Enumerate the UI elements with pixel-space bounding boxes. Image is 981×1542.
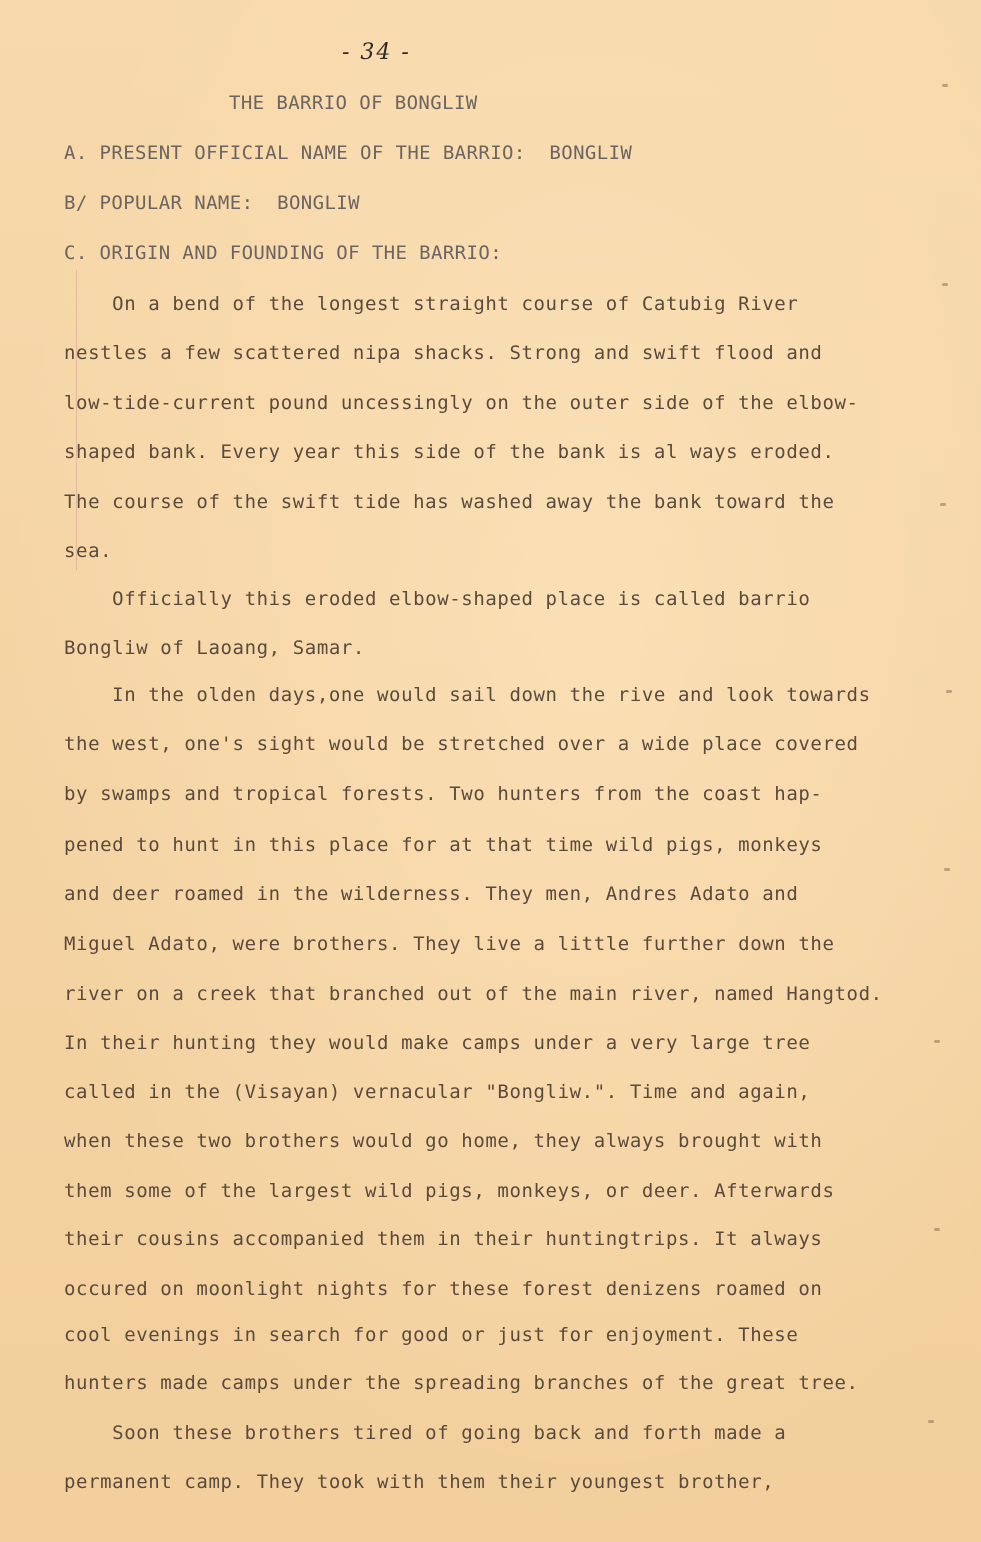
body-line: their cousins accompanied them in their huntingtrips. It always [64, 1228, 823, 1250]
body-line: river on a creek that branched out of the main river, named Hangtod. [64, 983, 883, 1005]
body-line: called in the (Visayan) vernacular "Bongliw.". Time and again, [64, 1081, 811, 1103]
body-line: hunters made camps under the spreading branches of the great tree. [64, 1372, 859, 1394]
paper-speck [940, 503, 946, 506]
body-line: Bongliw of Laoang, Samar. [64, 637, 365, 659]
heading-popular-name: B/ POPULAR NAME: BONGLIW [64, 192, 360, 214]
paper-speck [934, 1228, 940, 1231]
body-line: by swamps and tropical forests. Two hunters from the coast hap- [64, 783, 823, 805]
body-line: sea. [64, 540, 113, 562]
body-line: cool evenings in search for good or just for enjoyment. These [64, 1324, 799, 1346]
body-line: and deer roamed in the wilderness. They men, Andres Adato and [64, 883, 799, 905]
body-line: pened to hunt in this place for at that time wild pigs, monkeys [64, 834, 823, 856]
body-line: permanent camp. They took with them their youngest brother, [64, 1471, 775, 1493]
body-line: when these two brothers would go home, they always brought with [64, 1130, 823, 1152]
body-line: The course of the swift tide has washed away the bank toward the [64, 491, 835, 513]
body-line: Soon these brothers tired of going back and forth made a [64, 1422, 787, 1444]
body-line: them some of the largest wild pigs, monkeys, or deer. Afterwards [64, 1180, 835, 1202]
body-line: occured on moonlight nights for these forest denizens roamed on [64, 1278, 823, 1300]
page-number: - 34 - [342, 40, 411, 65]
body-line: low-tide-current pound uncessingly on the outer side of the elbow- [64, 392, 859, 414]
heading-origin: C. ORIGIN AND FOUNDING OF THE BARRIO: [64, 242, 503, 264]
body-line: On a bend of the longest straight course of Catubig River [64, 293, 799, 315]
body-line: In their hunting they would make camps under a very large tree [64, 1032, 811, 1054]
document-title: THE BARRIO OF BONGLIW [229, 92, 478, 114]
paper-speck [946, 690, 952, 693]
paper-speck [934, 1040, 940, 1043]
paper-speck [942, 283, 948, 286]
body-line: In the olden days,one would sail down the rive and look towards [64, 684, 871, 706]
heading-official-name: A. PRESENT OFFICIAL NAME OF THE BARRIO: BONGLIW [64, 142, 633, 164]
body-line: shaped bank. Every year this side of the bank is al ways eroded. [64, 441, 835, 463]
body-line: the west, one's sight would be stretched over a wide place covered [64, 733, 859, 755]
body-line: Officially this eroded elbow-shaped place is called barrio [64, 588, 811, 610]
body-line: Miguel Adato, were brothers. They live a little further down the [64, 933, 835, 955]
paper-speck [942, 84, 948, 87]
paper-speck [928, 1420, 934, 1423]
body-line: nestles a few scattered nipa shacks. Strong and swift flood and [64, 342, 823, 364]
paper-speck [944, 868, 950, 871]
